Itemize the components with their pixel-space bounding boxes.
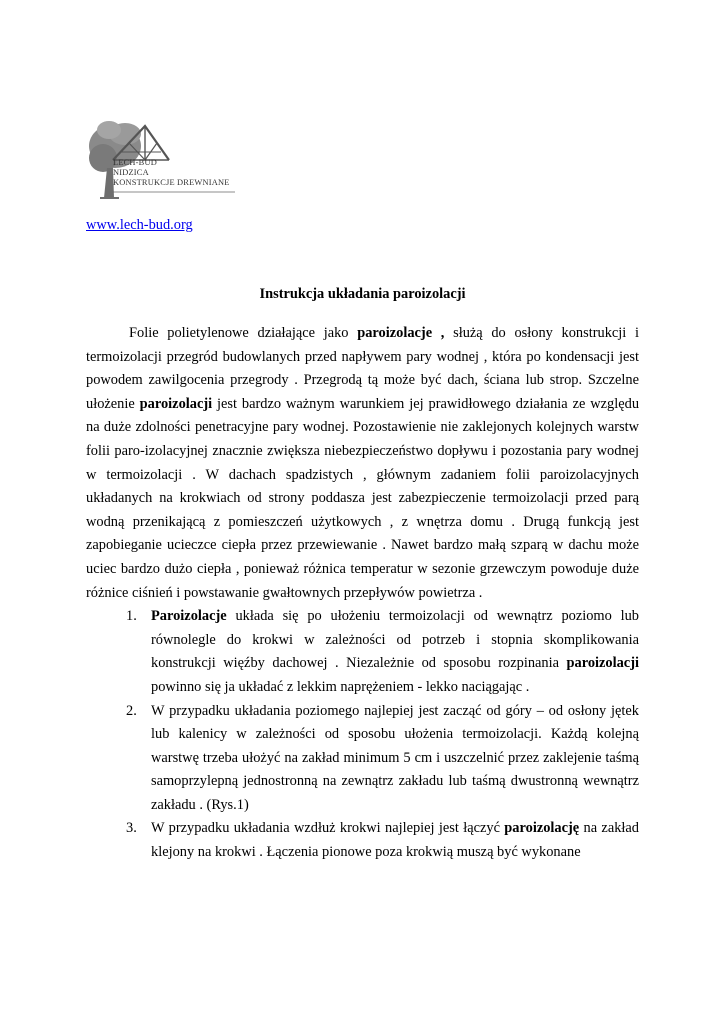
list-item-number: 3.	[126, 820, 137, 837]
logo-line-2: NIDZICA	[113, 168, 149, 177]
logo-line-3: KONSTRUKCJE DREWNIANE	[113, 178, 230, 187]
step-text: powinno się ja układać z lekkim naprężeniem - lekko naciągając .	[151, 678, 530, 695]
company-logo	[85, 118, 240, 203]
step-bold: paroizolację	[504, 820, 580, 837]
list-item	[126, 817, 639, 864]
intro-paragraph	[86, 322, 639, 605]
step-text: W przypadku układania poziomego najlepiej jest zacząć od góry – od osłony jętek lub kalenicy w zależności od sposobu ułożenia termoizolacji. Każdą kolejną warstwę trzeba ułożyć na zakład minimum 5 cm i uszczelnić przez zaklejenie taśmą samoprzylepną jednostronną na zewnątrz zakładu lub taśmą dwustronną wewnątrz zakładu . (Rys.1)	[151, 702, 639, 813]
step-bold: Paroizolacje	[151, 608, 227, 625]
intro-text-2: służą do osłony konstrukcji i termoizolacji przegród budowlanych przed napływem pary wodnej , która po kondensacji jest powodem zawilgocenia przegrody . Przegrodą tą może być dach, ściana lub strop. Szczelne ułożenie	[86, 325, 639, 412]
website-link[interactable]: www.lech-bud.org	[86, 217, 193, 233]
intro-bold-1: paroizolacje ,	[357, 325, 445, 341]
steps-list	[126, 605, 639, 865]
logo-text	[113, 158, 230, 188]
step-text: na zakład klejony na krokwi . Łączenia pionowe poza krokwią muszą być wykonane	[151, 820, 639, 861]
list-item	[126, 700, 639, 818]
intro-text-1: Folie polietylenowe działające jako	[129, 325, 358, 341]
list-item	[126, 605, 639, 699]
intro-bold-2: paroizolacji	[139, 395, 213, 412]
intro-text-3: jest bardzo ważnym warunkiem jej prawidłowego działania ze względu na duże zdolności penetracyjne pary wodnej. Pozostawienie nie zaklejonych kolejnych warstw folii paro-izolacyjnej znacznie zwiększa niebezpieczeństwo dopływu i pozostania pary wodnej w termoizolacji . W dachach spadzistych , głównym zadaniem folii paroizolacyjnych układanych na krokwiach od strony poddasza jest zabezpieczenie termoizolacji przed parą wodną przenikającą z pomieszczeń użytkowych , z wnętrza domu . Drugą funkcją jest zapobieganie ucieczce ciepła przez przewiewanie . Nawet bardzo małą szparą w dachu może uciec bardzo dużo ciepła , ponieważ różnica temperatur w sezonie grzewczym powoduje duże różnice ciśnień i powstawanie gwałtownych przepływów powietrza .	[86, 395, 640, 601]
list-item-number: 2.	[126, 702, 137, 719]
logo-line-1: LECH-BUD	[113, 158, 157, 167]
document-title: Instrukcja układania paroizolacji	[259, 286, 466, 302]
list-item-number: 1.	[126, 608, 137, 625]
step-bold: paroizolacji	[566, 655, 639, 672]
step-text: W przypadku układania wzdłuż krokwi najlepiej jest łączyć	[151, 820, 505, 837]
step-text: układa się po ułożeniu termoizolacji od wewnątrz poziomo lub równolegle do krokwi w zależności od potrzeb i stopnia skomplikowania konstrukcji więźby dachowej . Niezależnie od sposobu rozpinania	[151, 608, 639, 672]
document-body	[86, 322, 639, 865]
